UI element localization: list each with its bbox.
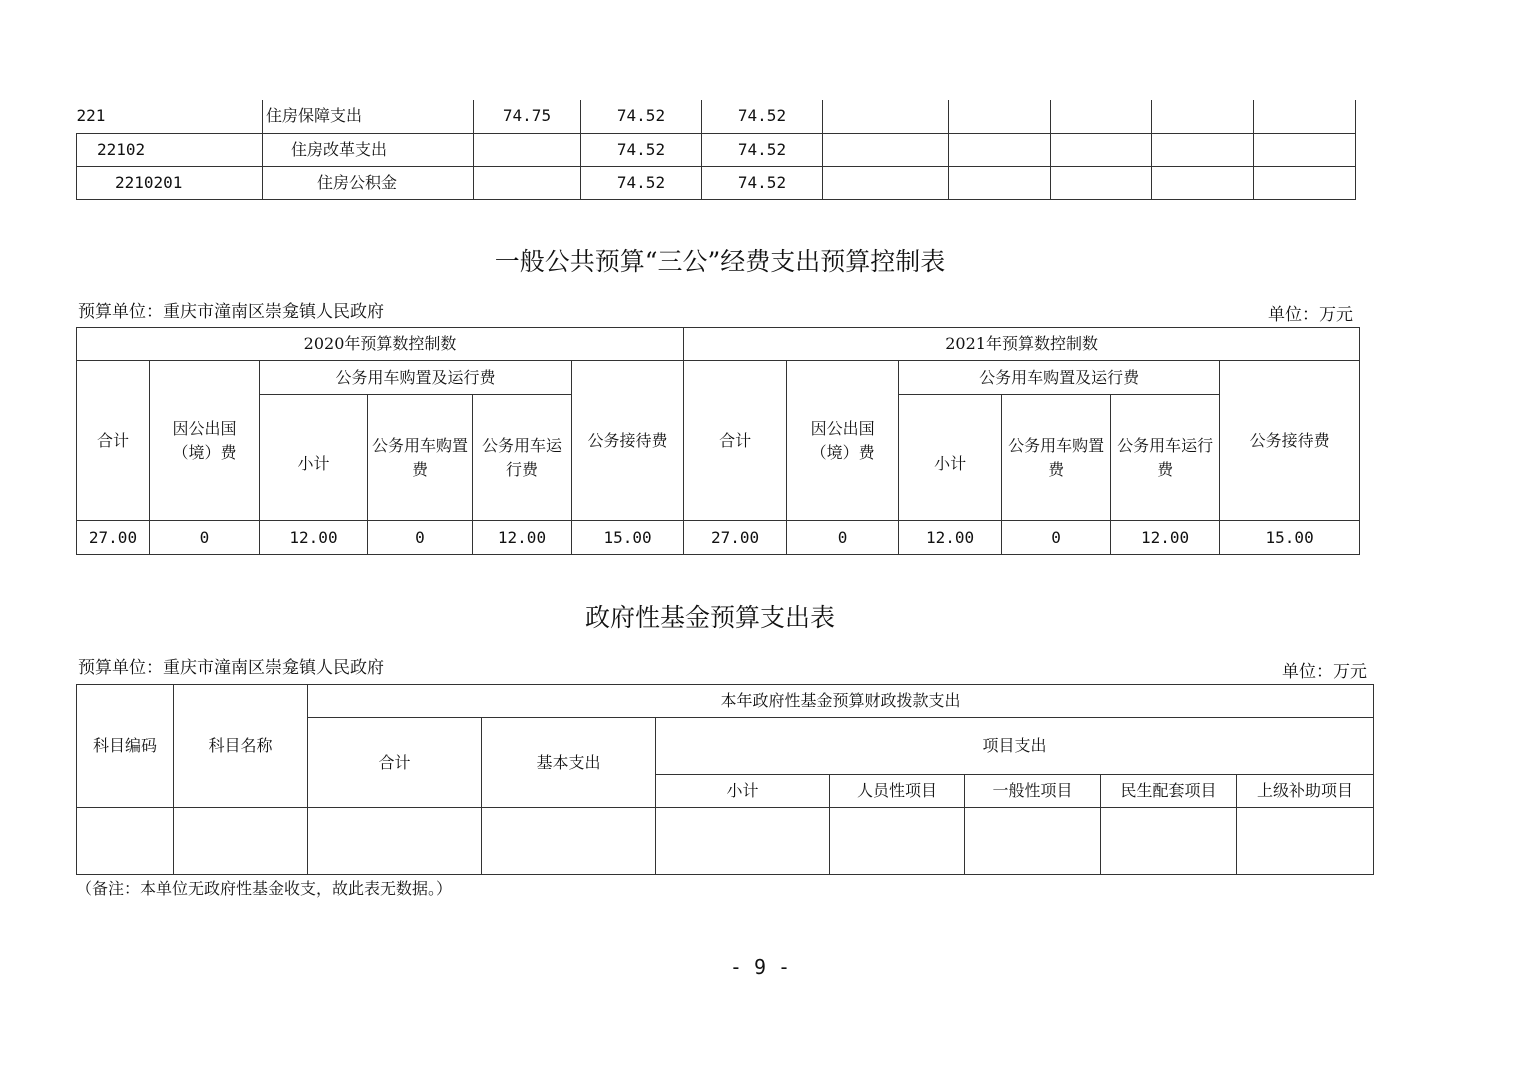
cell-value: 74.52 — [702, 166, 823, 199]
cell-empty — [1152, 100, 1254, 133]
table-row — [77, 100, 1356, 133]
header-main: 本年政府性基金预算财政拨款支出 — [308, 685, 1374, 718]
cell-value: 74.52 — [581, 133, 702, 166]
cell-empty — [77, 808, 174, 875]
cell-empty — [949, 166, 1051, 199]
header-row — [77, 328, 1360, 361]
cell-empty — [1254, 133, 1356, 166]
header-subtotal: 小计 — [260, 395, 368, 521]
cell-value: 74.52 — [702, 133, 823, 166]
header-subject-name: 科目名称 — [174, 685, 308, 808]
cell-value: 15.00 — [572, 521, 684, 555]
cell-empty — [1152, 166, 1254, 199]
header-personnel: 人员性项目 — [830, 775, 965, 808]
header-car-purchase: 公务用车购置费 — [1002, 395, 1111, 521]
housing-expenditure-table — [76, 100, 1356, 200]
cell-empty — [1051, 166, 1152, 199]
header-car-run: 公务用车运行费 — [473, 395, 572, 521]
cell-empty — [1254, 166, 1356, 199]
group-header-2020: 2020年预算数控制数 — [77, 328, 684, 361]
budget-unit-label: 预算单位：重庆市潼南区崇龛镇人民政府 — [78, 658, 384, 678]
cell-value: 27.00 — [684, 521, 787, 555]
cell-value: 27.00 — [77, 521, 150, 555]
cell-empty — [1152, 133, 1254, 166]
table-row — [77, 133, 1356, 166]
cell-value: 12.00 — [260, 521, 368, 555]
cell-empty — [965, 808, 1101, 875]
note-text: （备注：本单位无政府性基金收支，故此表无数据。） — [76, 879, 453, 898]
header-abroad: 因公出国（境）费 — [787, 361, 899, 521]
cell-value — [474, 133, 581, 166]
currency-unit-label: 单位：万元 — [1282, 662, 1367, 682]
cell-empty — [1051, 133, 1152, 166]
three-public-expense-table — [76, 327, 1360, 555]
cell-value: 0 — [368, 521, 473, 555]
subject-name: 住房保障支出 — [263, 100, 474, 133]
cell-empty — [823, 166, 949, 199]
header-livelihood: 民生配套项目 — [1101, 775, 1237, 808]
cell-value: 74.52 — [581, 166, 702, 199]
cell-empty — [949, 100, 1051, 133]
cell-empty — [308, 808, 482, 875]
cell-value: 74.52 — [581, 100, 702, 133]
header-project: 项目支出 — [656, 718, 1374, 775]
header-car-run: 公务用车运行费 — [1111, 395, 1220, 521]
cell-value — [474, 166, 581, 199]
header-car-purchase: 公务用车购置费 — [368, 395, 473, 521]
cell-value: 0 — [150, 521, 260, 555]
header-subtotal: 小计 — [656, 775, 830, 808]
cell-empty — [482, 808, 656, 875]
header-car-group: 公务用车购置及运行费 — [899, 361, 1220, 395]
table-row — [77, 166, 1356, 199]
section-title: 政府性基金预算支出表 — [584, 603, 835, 632]
cell-empty — [656, 808, 830, 875]
header-basic: 基本支出 — [482, 718, 656, 808]
page-number: - 9 - — [729, 955, 791, 979]
cell-value: 12.00 — [473, 521, 572, 555]
cell-empty — [1101, 808, 1237, 875]
cell-empty — [823, 100, 949, 133]
cell-value: 74.75 — [474, 100, 581, 133]
cell-value: 12.00 — [1111, 521, 1220, 555]
header-superior: 上级补助项目 — [1237, 775, 1374, 808]
header-general: 一般性项目 — [965, 775, 1101, 808]
cell-empty — [830, 808, 965, 875]
header-row — [77, 361, 1360, 395]
header-total: 合计 — [77, 361, 150, 521]
budget-unit-label: 预算单位：重庆市潼南区崇龛镇人民政府 — [78, 302, 384, 322]
table-row — [77, 808, 1374, 875]
header-car-group: 公务用车购置及运行费 — [260, 361, 572, 395]
header-abroad: 因公出国（境）费 — [150, 361, 260, 521]
cell-empty — [1051, 100, 1152, 133]
section-title: 一般公共预算“三公”经费支出预算控制表 — [494, 247, 946, 276]
cell-value: 0 — [787, 521, 899, 555]
cell-empty — [823, 133, 949, 166]
cell-value: 0 — [1002, 521, 1111, 555]
cell-empty — [1237, 808, 1374, 875]
group-header-2021: 2021年预算数控制数 — [684, 328, 1360, 361]
subject-name: 住房改革支出 — [263, 133, 474, 166]
cell-value: 15.00 — [1220, 521, 1360, 555]
header-total: 合计 — [308, 718, 482, 808]
subject-code: 22102 — [77, 133, 263, 166]
subject-name: 住房公积金 — [263, 166, 474, 199]
header-subtotal: 小计 — [899, 395, 1002, 521]
cell-empty — [1254, 100, 1356, 133]
subject-code: 221 — [77, 100, 263, 133]
cell-empty — [174, 808, 308, 875]
government-fund-table — [76, 684, 1374, 875]
header-reception: 公务接待费 — [572, 361, 684, 521]
header-row — [77, 685, 1374, 718]
cell-empty — [949, 133, 1051, 166]
header-reception: 公务接待费 — [1220, 361, 1360, 521]
subject-code: 2210201 — [77, 166, 263, 199]
header-total: 合计 — [684, 361, 787, 521]
cell-value: 12.00 — [899, 521, 1002, 555]
table-row — [77, 521, 1360, 555]
currency-unit-label: 单位：万元 — [1268, 305, 1353, 325]
header-subject-code: 科目编码 — [77, 685, 174, 808]
cell-value: 74.52 — [702, 100, 823, 133]
